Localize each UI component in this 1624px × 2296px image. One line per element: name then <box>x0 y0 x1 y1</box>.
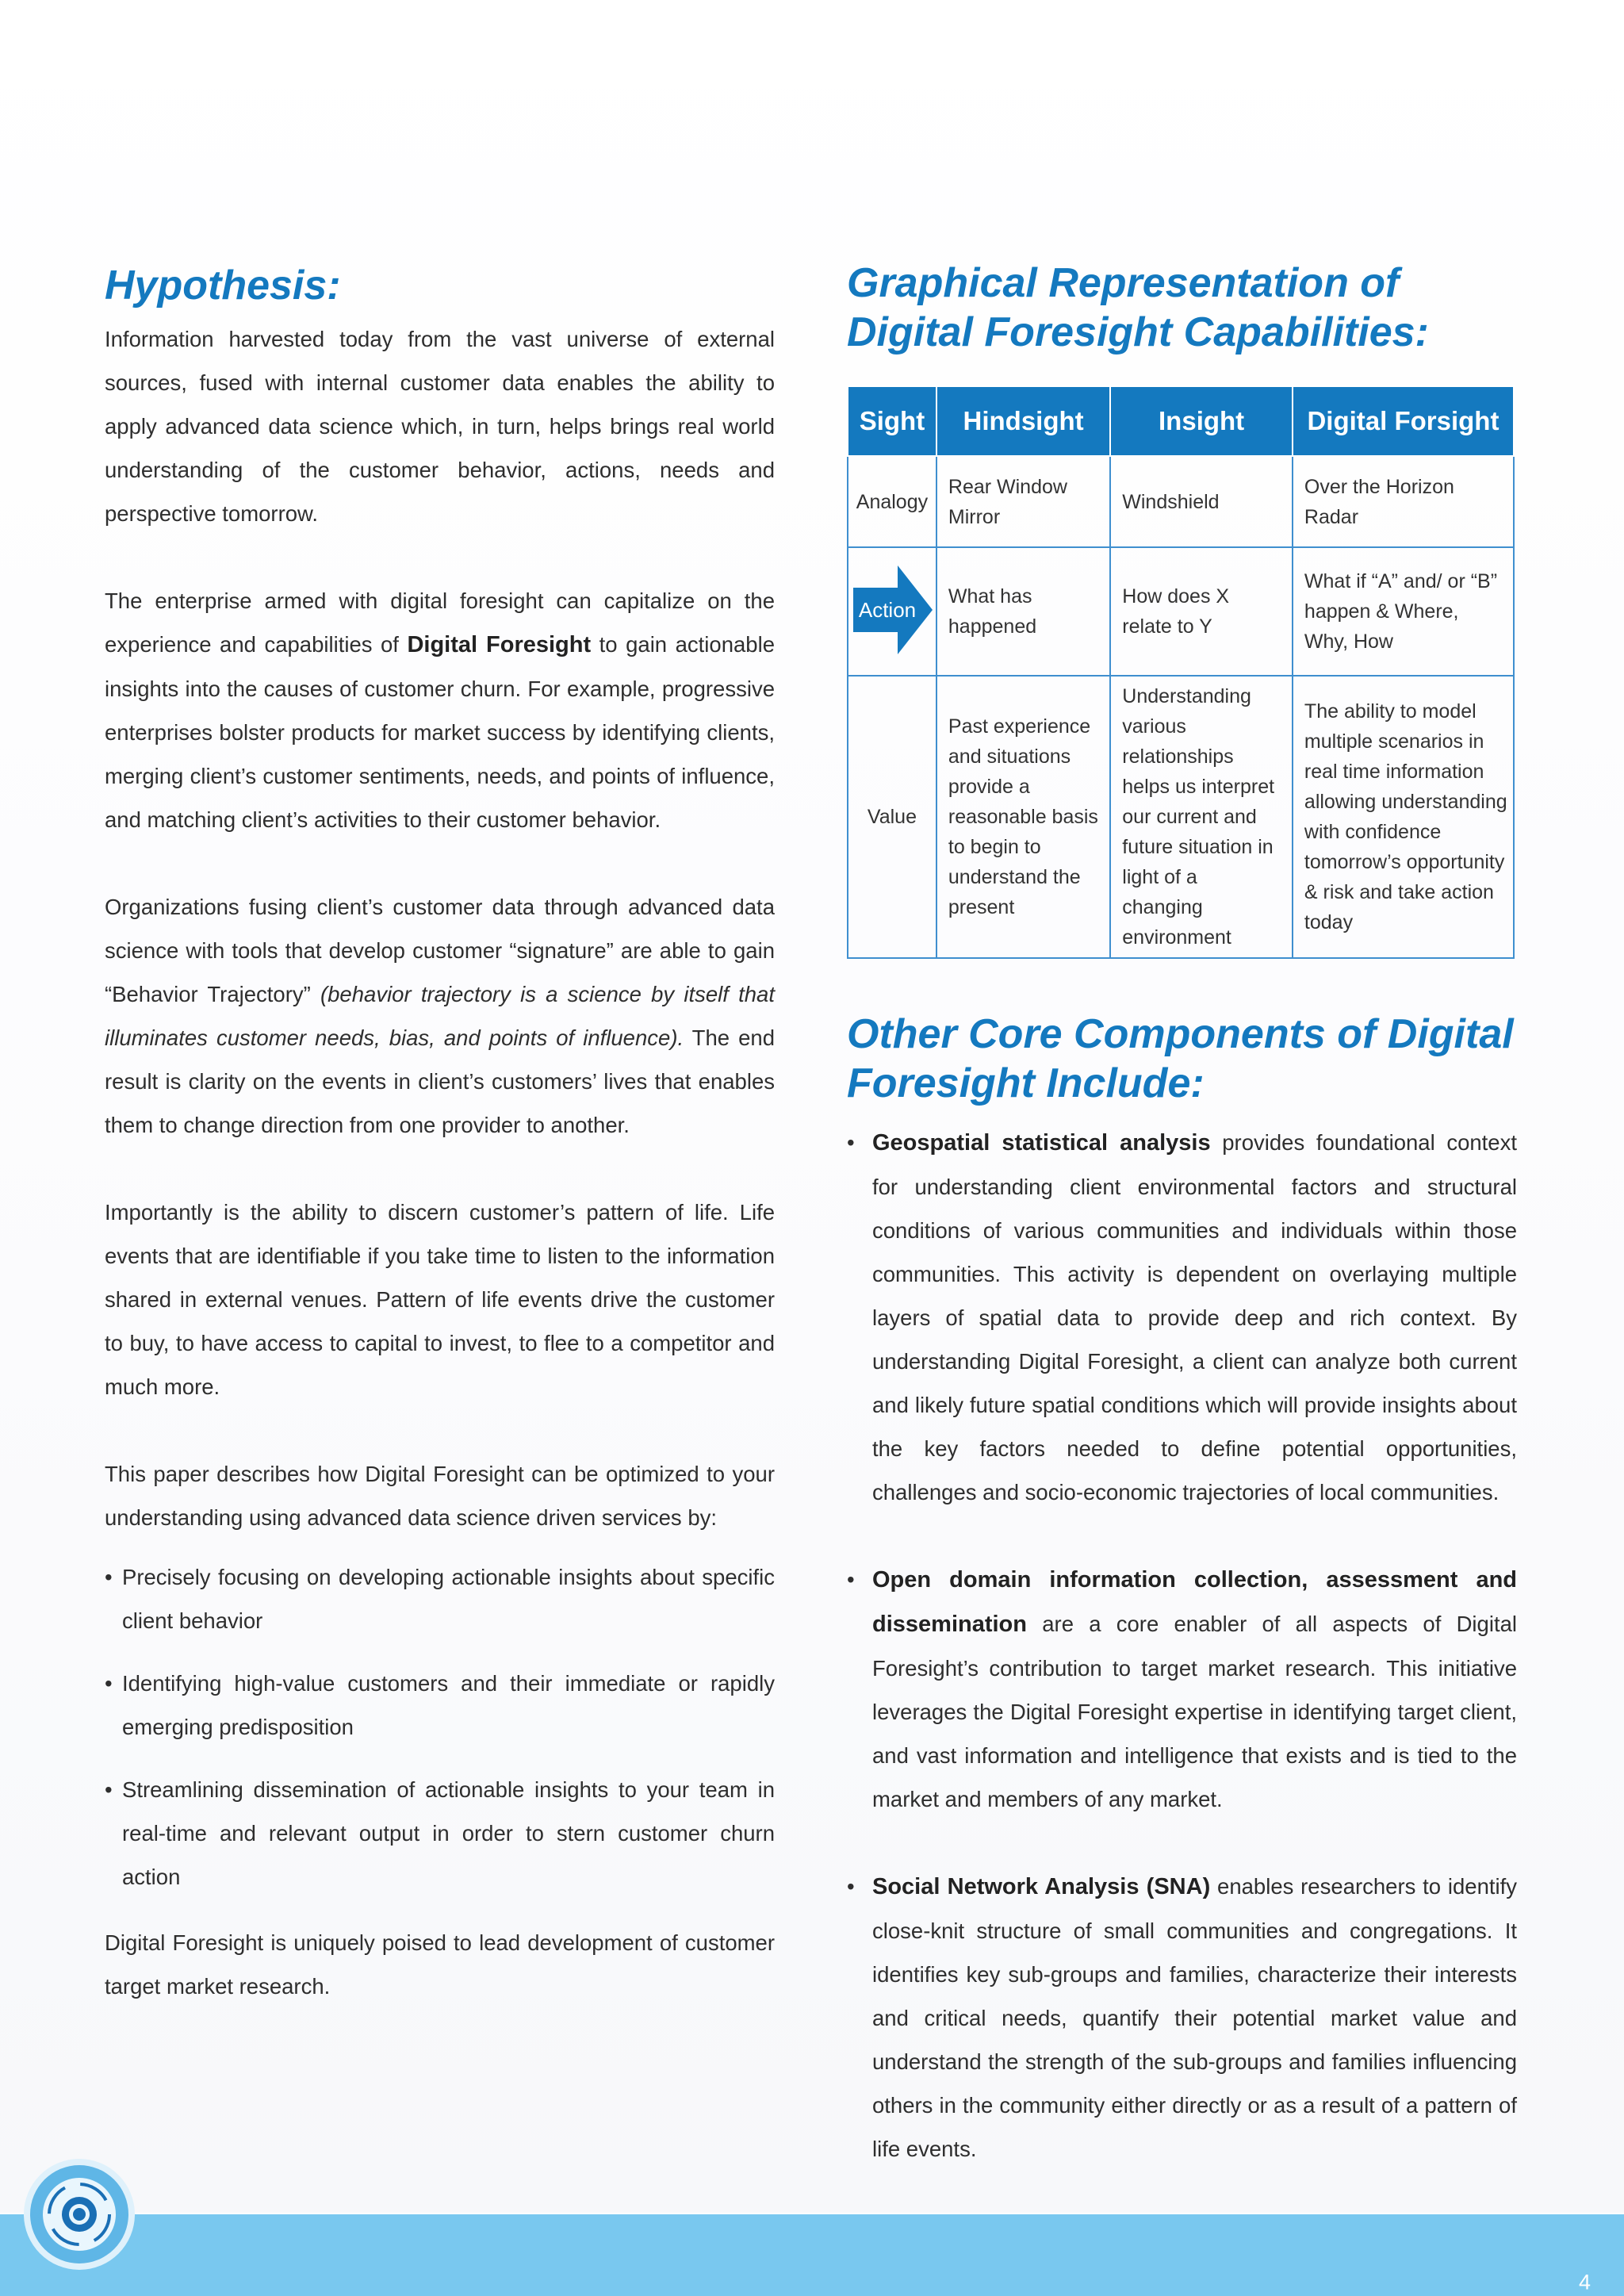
row-label-action <box>848 547 936 676</box>
digital-foresight-bold: Digital Foresight <box>407 632 592 657</box>
header-digital-forsight: Digital Forsight <box>1293 386 1514 456</box>
list-item: • Precisely focusing on developing actionable insights about specific client behavior <box>105 1555 775 1642</box>
paragraph-2: The enterprise armed with digital foresight can capitalize on the experience and capabilities of Digital Foresight to gain actionable insights into the causes of customer churn. For example, progressive enterprises bolster products for market success by identifying clients, merging client’s customer sentiments, needs, and points of influence, and matching client’s activities to their customer behavior. <box>105 588 775 832</box>
row-label-analogy: Analogy <box>848 456 936 547</box>
paragraph-4: Importantly is the ability to discern customer’s pattern of life. Life events that are identifiable if you take time to listen to the information shared in external venues. Pattern of life events drive the customer to buy, to have access to capital to invest, to flee to a competitor and much more. <box>105 1200 775 1399</box>
table-cell: The ability to model multiple scenarios in real time information allowing understanding with confidence tomorrow’s opportunity & risk and take action today <box>1293 676 1514 958</box>
table-header-row <box>848 386 1514 456</box>
services-bullet-list <box>105 1555 775 1899</box>
left-column <box>105 262 775 2008</box>
header-sight: Sight <box>848 386 936 456</box>
hypothesis-heading: Hypothesis: <box>105 263 341 309</box>
table-cell: Past experience and situations provide a reasonable basis to begin to understand the present <box>936 676 1110 958</box>
right-column <box>847 259 1517 2214</box>
table-row <box>848 676 1514 958</box>
table-row <box>848 547 1514 676</box>
paragraph-3: Organizations fusing client’s customer data through advanced data science with tools that develop customer “signature” are able to gain “Behavior Trajectory” (behavior trajectory is a science by itself that illuminates customer needs, bias, and points of influence). The end result is clarity on the events in client’s customers’ lives that enables them to change direction from one provider to another. <box>105 895 776 1137</box>
list-item: • Social Network Analysis (SNA) enables researchers to identify close-knit structure of small communities and congregations. It identifies key sub-groups and families, characterize their interests and critical needs, quantify their potential market value and understand the strength of the sub-groups and families influencing others in the community either directly or as a result of a pattern of life events. <box>847 1865 1517 2171</box>
footer-band <box>0 2214 1624 2296</box>
action-label: Action <box>858 598 917 622</box>
table-cell: What if “A” and/ or “B” happen & Where, Why, How <box>1293 547 1514 676</box>
list-item: • Streamlining dissemination of actionable insights to your team in real-time and relevant output in order to stern customer churn action <box>105 1768 775 1899</box>
paragraph-1: Information harvested today from the vast universe of external sources, fused with internal customer data enables the ability to apply advanced data science which, in turn, helps brings real world understanding of the customer behavior, actions, needs and perspective tomorrow. <box>105 327 775 526</box>
core-components-heading: Other Core Components of Digital Foresight Include: <box>847 1011 1514 1106</box>
target-eye-icon <box>24 2159 135 2270</box>
list-item: • Open domain information collection, assessment and dissemination are a core enabler of all aspects of Digital Foresight’s contribution to target market research. This initiative leverages the Digital Foresight expertise in identifying target client, and vast information and intelligence that exists and is tied to the market and members of any market. <box>847 1558 1517 1821</box>
page-number: 4 <box>1578 2270 1591 2294</box>
table-cell: How does X relate to Y <box>1110 547 1293 676</box>
table-cell: Rear Window Mirror <box>936 456 1110 547</box>
behavior-trajectory-note: (behavior trajectory is a science by itself that illuminates customer needs, bias, and points of influence). <box>105 982 775 1050</box>
table-cell: Windshield <box>1110 456 1293 547</box>
capabilities-table <box>847 385 1515 959</box>
header-hindsight: Hindsight <box>936 386 1110 456</box>
list-item: • Geospatial statistical analysis provides foundational context for understanding client environmental factors and structural conditions of various communities and individuals within those communities. This activity is dependent on overlaying multiple layers of spatial data to provide deep and rich context. By understanding Digital Foresight, a client can analyze both current and likely future spatial conditions which will provide insights about the key factors needed to define potential opportunities, challenges and socio-economic trajectories of local communities. <box>847 1121 1517 1514</box>
row-label-value: Value <box>848 676 936 958</box>
paragraph-5: This paper describes how Digital Foresight can be optimized to your understanding using advanced data science driven services by: <box>105 1462 775 1530</box>
header-insight: Insight <box>1110 386 1293 456</box>
table-cell: Understanding various relationships helps us interpret our current and future situation in light of a changing environment <box>1110 676 1293 958</box>
capabilities-heading: Graphical Representation of Digital Foresight Capabilities: <box>847 260 1429 355</box>
table-cell: Over the Horizon Radar <box>1293 456 1514 547</box>
list-item: • Identifying high-value customers and their immediate or rapidly emerging predisposition <box>105 1662 775 1749</box>
table-cell: What has happened <box>936 547 1110 676</box>
closing-paragraph: Digital Foresight is uniquely poised to lead development of customer target market research. <box>105 1930 775 1999</box>
core-components-list <box>847 1121 1517 2171</box>
table-row <box>848 456 1514 547</box>
